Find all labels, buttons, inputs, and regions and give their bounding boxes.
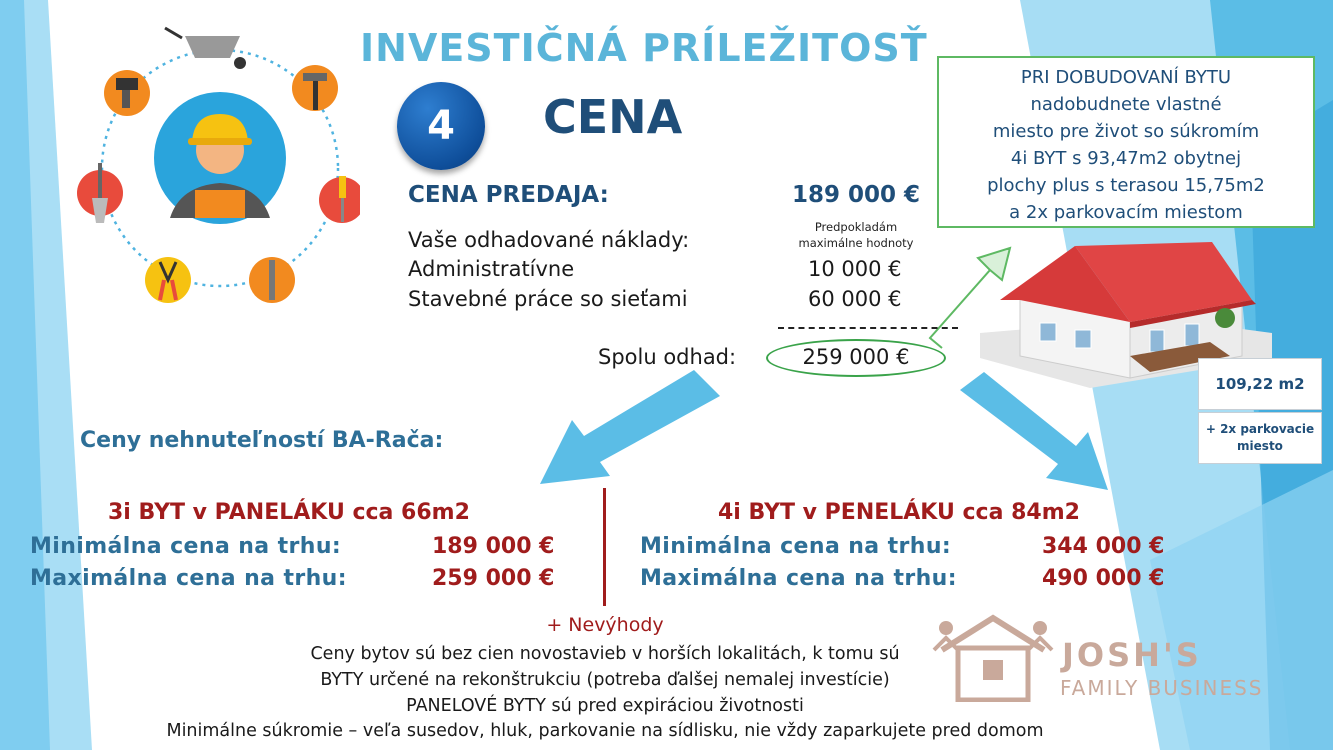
total-label: Spolu odhad: (598, 345, 737, 369)
section-title: CENA (543, 90, 683, 144)
max-price-label: Maximálna cena na trhu: (30, 566, 347, 591)
total-value: 259 000 € (802, 345, 910, 369)
info-line: 4i BYT s 93,47m2 obytnej (1010, 148, 1242, 169)
min-price-label: Minimálna cena na trhu: (30, 534, 342, 559)
min-price-value: 344 000 € (1042, 534, 1165, 559)
cons-title: + Nevýhody (546, 614, 664, 636)
parking-line: + 2x parkovacie (1205, 422, 1315, 436)
slide-title: INVESTIČNÁ PRÍLEŽITOSŤ (360, 26, 928, 70)
min-price-value: 189 000 € (432, 534, 555, 559)
max-price-value: 490 000 € (1042, 566, 1165, 591)
cons-line: Ceny bytov sú bez cien novostavieb v horších lokalitách, k tomu sú (310, 644, 900, 664)
cons-line: BYTY určené na rekonštrukciu (potreba ďalšej nemalej investície) (320, 670, 890, 690)
cons-line: PANELOVÉ BYTY sú pred expiráciou životnosti (406, 696, 804, 716)
parking-box (1198, 412, 1322, 464)
assumption-note (780, 219, 932, 251)
info-line: a 2x parkovacím miestom (1009, 202, 1243, 223)
step-number-badge: 4 (397, 82, 485, 170)
sale-price-label: CENA PREDAJA: (408, 182, 609, 208)
blue-arrow-left-icon (540, 370, 720, 484)
cons-line: Minimálne súkromie – veľa susedov, hluk, parkovanie na sídlisku, nie vždy zaparkujete pred domom (166, 721, 1044, 741)
assumption-note-line: Predpokladám (814, 220, 898, 234)
assumption-note-line: maximálne hodnoty (798, 236, 914, 250)
logo-tagline: FAMILY BUSINESS (1060, 676, 1264, 700)
market-heading: Ceny nehnuteľností BA-Rača: (80, 428, 444, 453)
max-price-label: Maximálna cena na trhu: (640, 566, 957, 591)
max-price-value: 259 000 € (432, 566, 555, 591)
market-column-title: 4i BYT v PENELÁKU cca 84m2 (718, 500, 1080, 525)
cost-row-label: Administratívne (408, 257, 575, 281)
info-line: PRI DOBUDOVANÍ BYTU (1020, 67, 1232, 88)
sale-price-value: 189 000 € (792, 182, 921, 208)
info-line: plochy plus s terasou 15,75m2 (987, 175, 1265, 196)
cost-row-value: 60 000 € (808, 287, 902, 311)
info-line: miesto pre život so súkromím (992, 121, 1260, 142)
cost-row-label: Stavebné práce so sieťami (408, 287, 688, 311)
column-divider (603, 488, 606, 606)
sum-divider (778, 327, 958, 329)
min-price-label: Minimálna cena na trhu: (640, 534, 952, 559)
area-box: 109,22 m2 (1198, 358, 1322, 410)
logo-name: JOSH'S (1062, 636, 1202, 674)
costs-label: Vaše odhadované náklady: (408, 228, 690, 252)
family-house-logo-icon (928, 610, 1058, 702)
market-column-title: 3i BYT v PANELÁKU cca 66m2 (108, 500, 470, 525)
cost-row-value: 10 000 € (808, 257, 902, 281)
parking-line: miesto (1237, 439, 1283, 453)
info-box (937, 56, 1315, 228)
info-line: nadobudnete vlastné (1030, 94, 1222, 115)
blue-arrow-right-icon (960, 372, 1108, 490)
